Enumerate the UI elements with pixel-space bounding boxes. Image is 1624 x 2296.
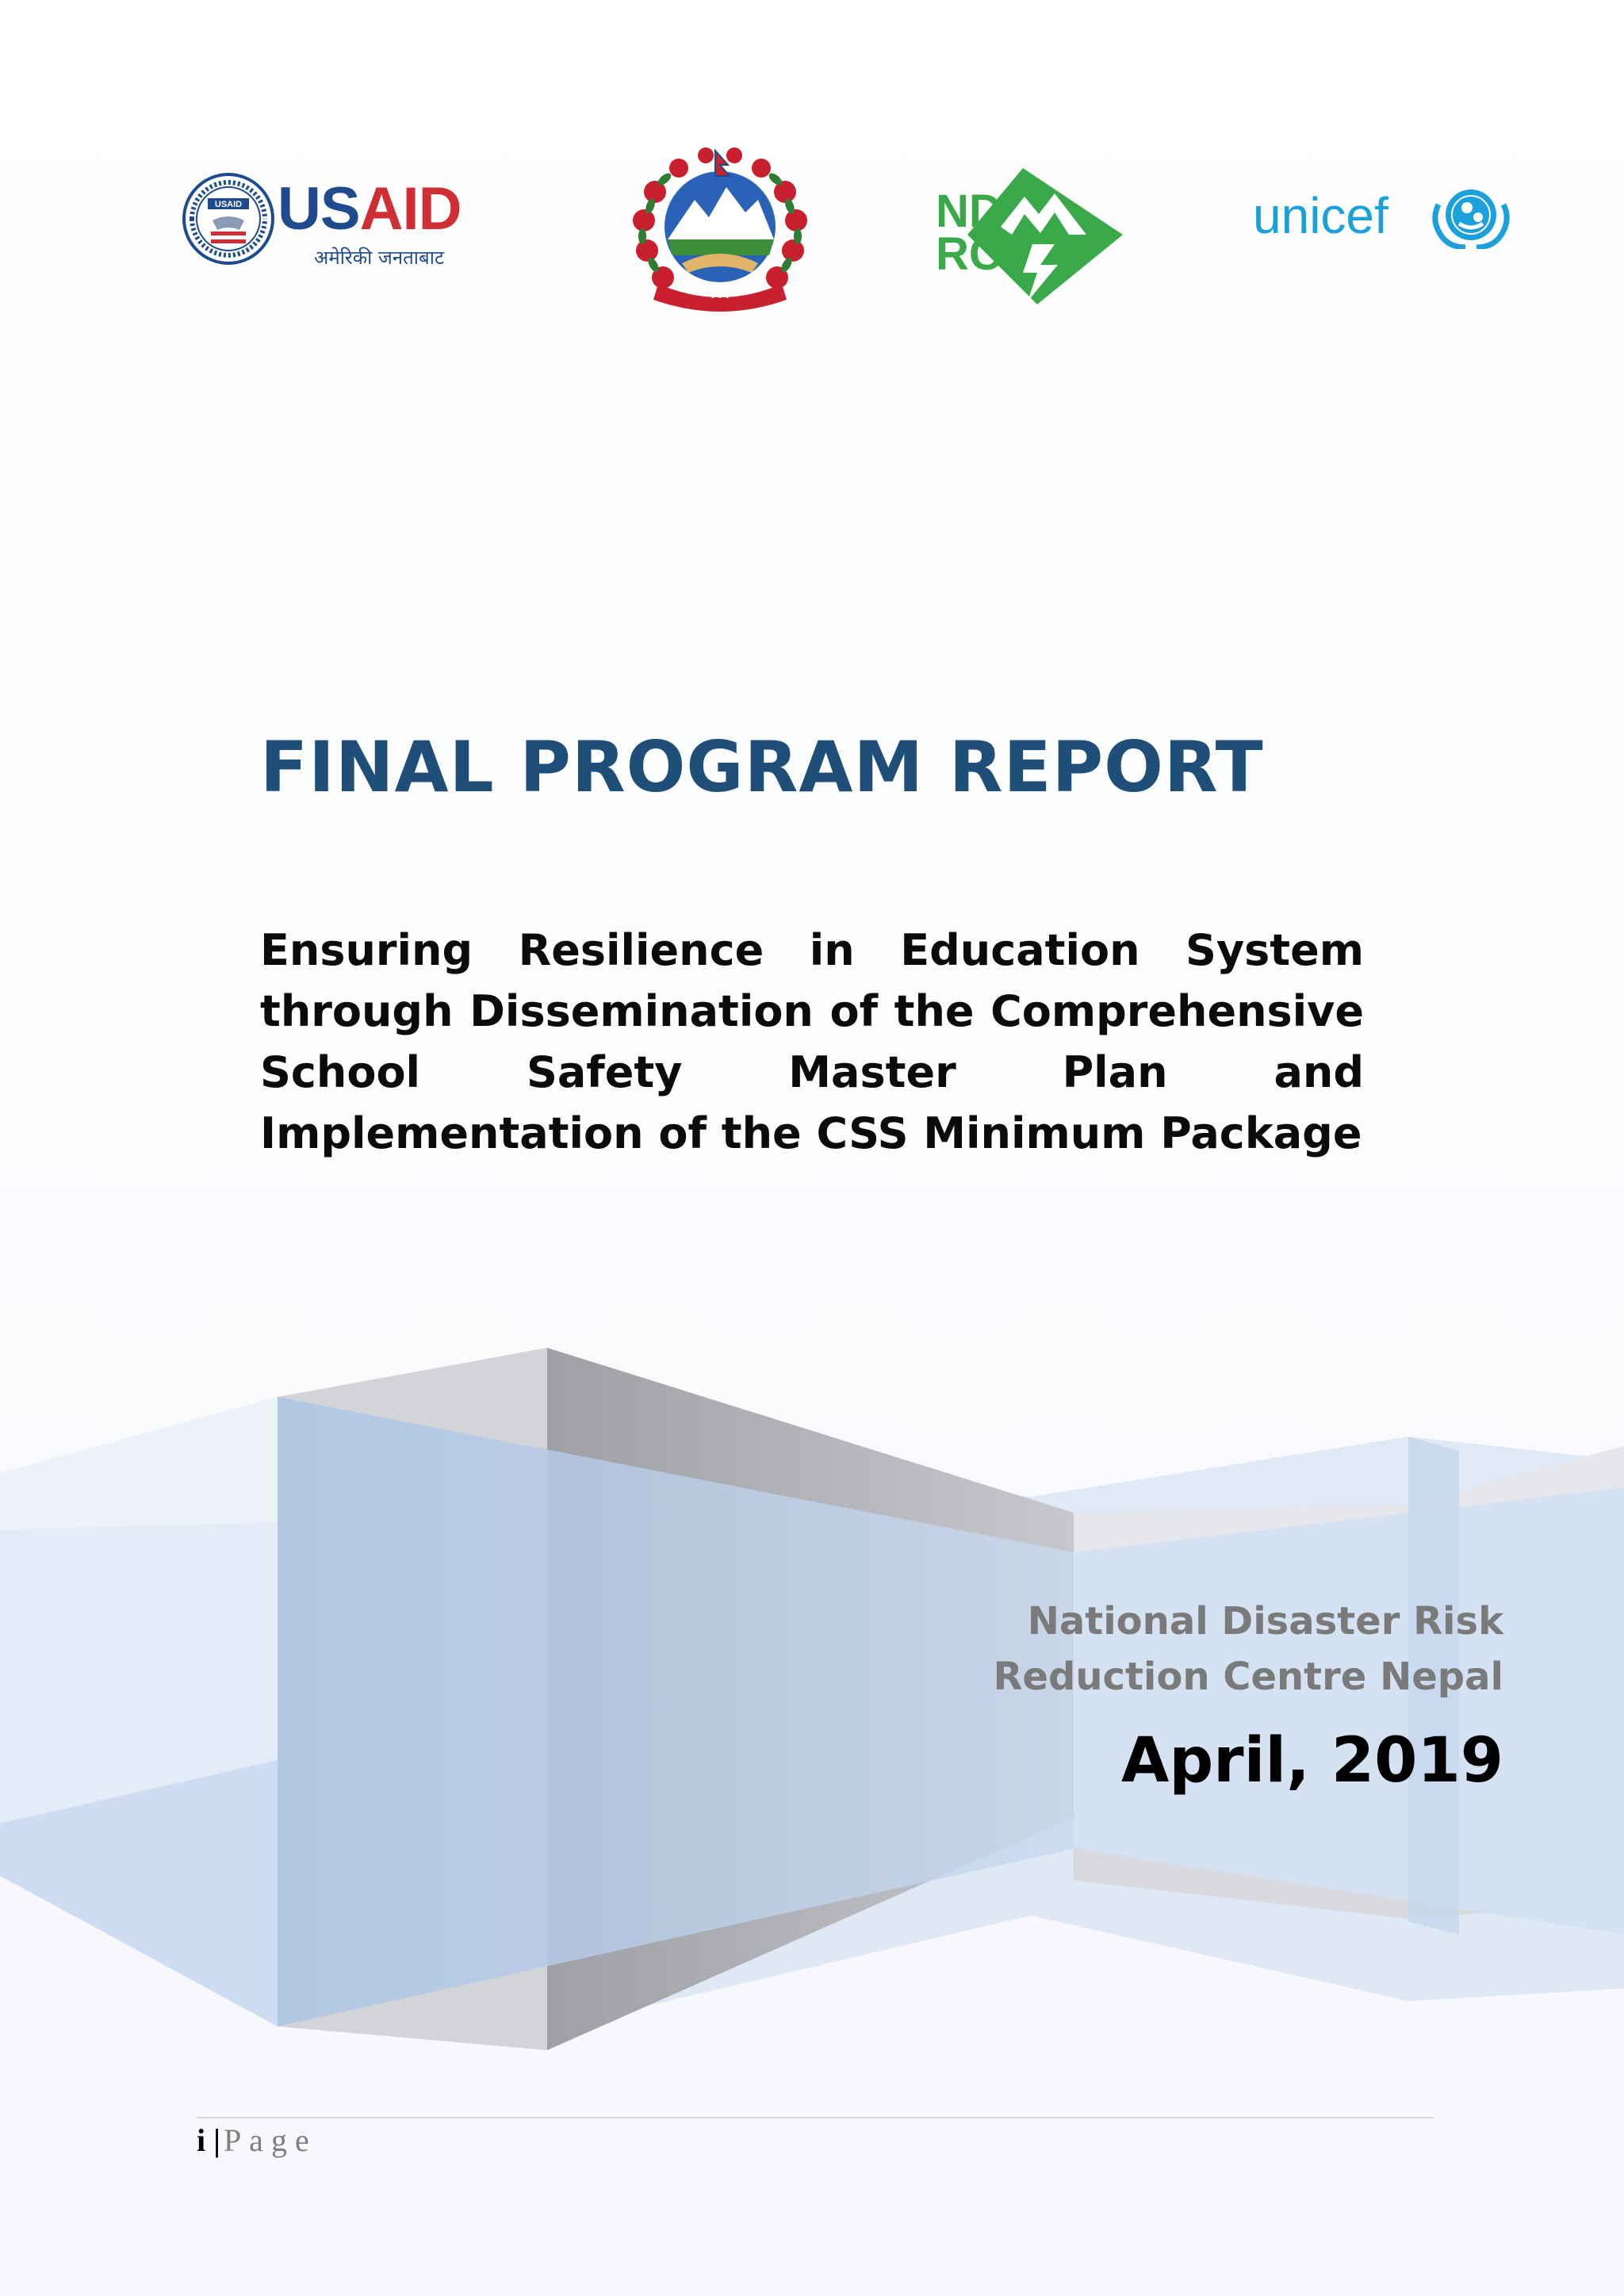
usaid-seal-icon: [181, 171, 276, 266]
usaid-wordmark: USAID: [278, 175, 462, 243]
nepal-emblem-icon: [626, 144, 814, 312]
ndrc-logo: [936, 162, 1126, 308]
ndrc-letters-top: ND: [936, 186, 1002, 237]
organization-name-line2: Reduction Centre Nepal: [993, 1655, 1503, 1699]
page-separator: |: [213, 2122, 220, 2158]
report-subtitle: Ensuring Resilience in Education System through Dissemination of the Comprehensive School Safety Master Plan and Implementation of the CSS Minimum Package: [260, 925, 1364, 1158]
ndrc-letters-bottom: RC: [936, 228, 1002, 280]
page-footer: [197, 2118, 317, 2163]
usaid-seal-badge: USAID: [214, 200, 243, 209]
unicef-wordmark: unicef: [1253, 187, 1388, 244]
ndrc-mountain-icon: [936, 162, 1126, 308]
decorative-banner-graphic: [0, 1348, 1624, 2077]
page-title: FINAL PROGRAM REPORT: [260, 726, 1264, 808]
usaid-tagline: अमेरिकी जनताबाट: [314, 247, 445, 269]
svg-text:• • •: • • •: [710, 293, 730, 302]
report-date: April, 2019: [1120, 1725, 1503, 1797]
nepal-emblem: [626, 144, 814, 312]
page-number: i: [197, 2122, 206, 2158]
un-globe-icon: [1427, 181, 1515, 249]
organization-name-line1: National Disaster Risk: [1027, 1599, 1503, 1644]
organization-name: [993, 1594, 1503, 1705]
footer-divider: [197, 2117, 1434, 2118]
page-label: Page: [223, 2122, 317, 2158]
unicef-logo: [1250, 181, 1516, 257]
usaid-logo: [181, 168, 482, 271]
